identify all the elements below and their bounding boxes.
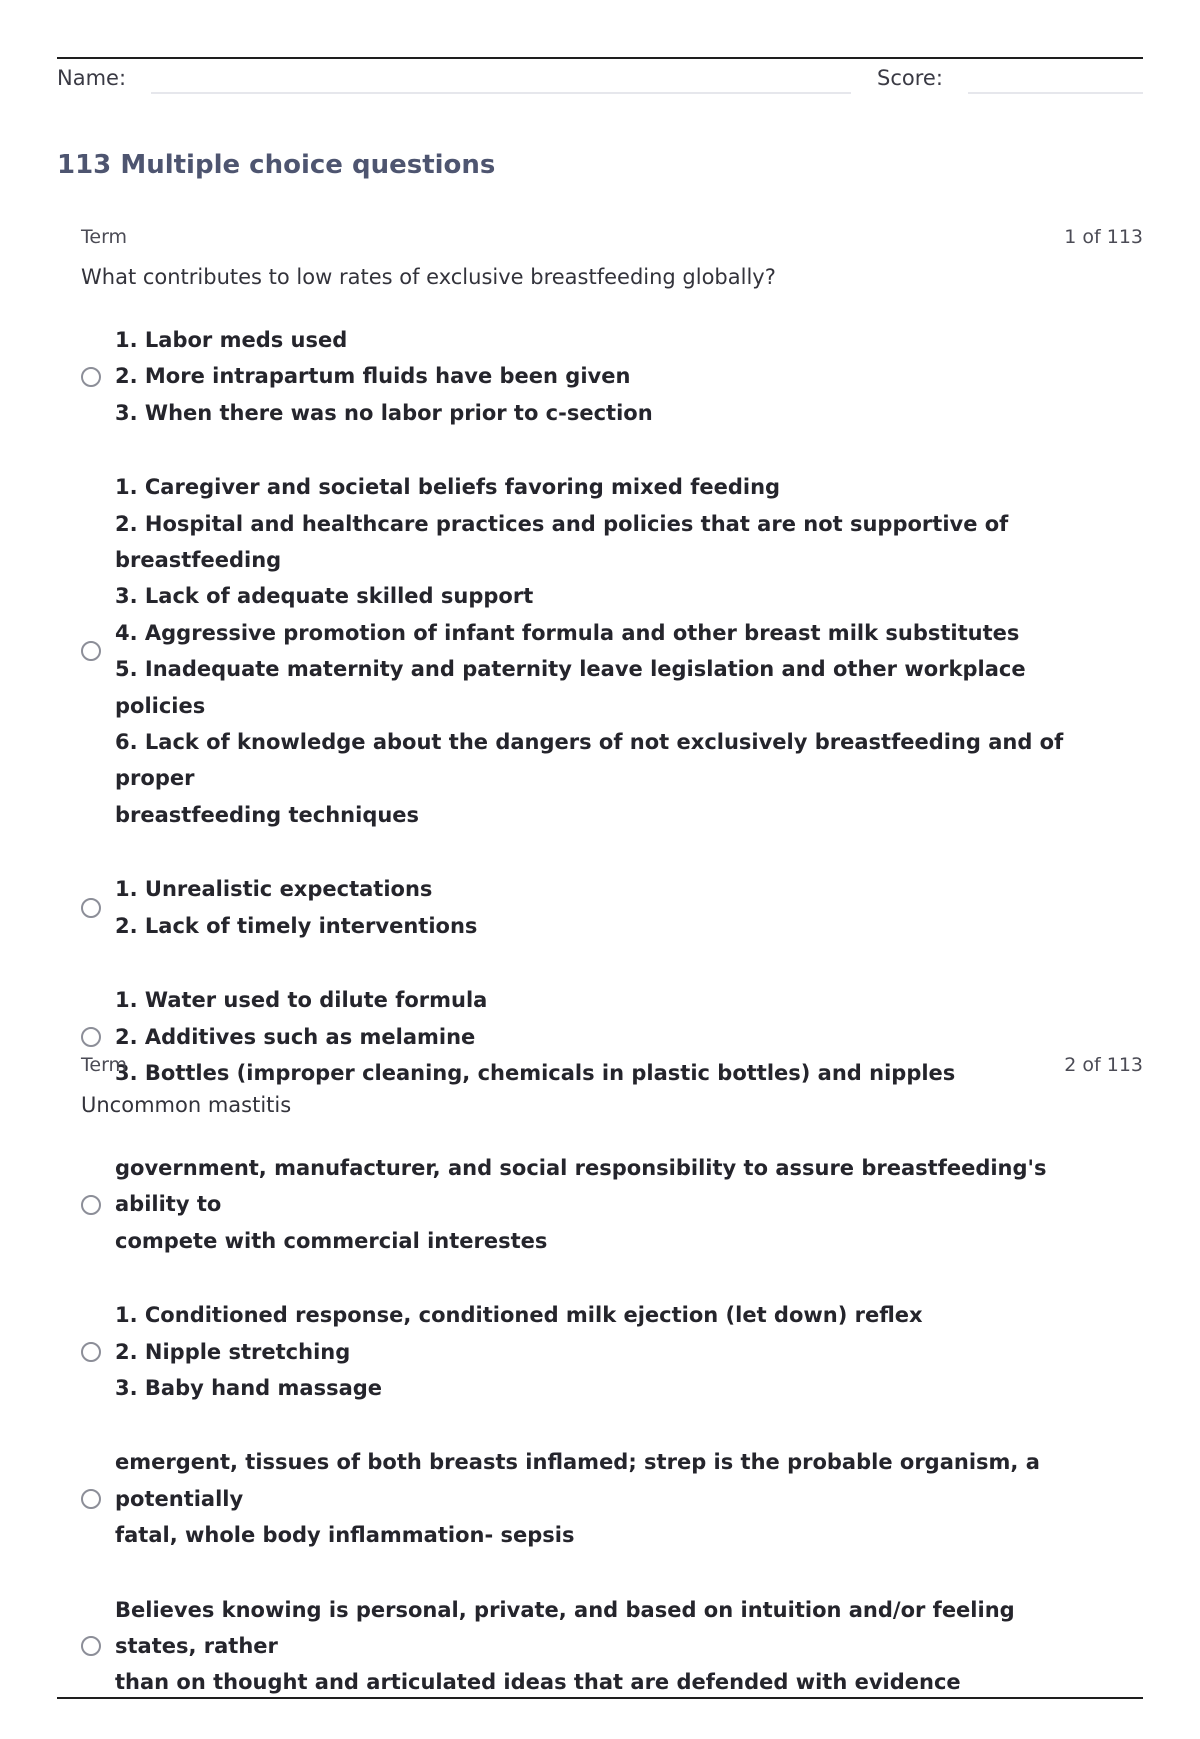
answer-line: 3. When there was no labor prior to c-section [115,400,653,425]
answer-option-1[interactable] [57,322,1143,431]
answer-line: 1. Water used to dilute formula [115,988,488,1013]
answer-line: fatal, whole body inflammation- sepsis [115,1523,575,1548]
radio-button-icon[interactable] [81,1489,101,1509]
answer-line: 2. Lack of timely interventions [115,913,478,938]
radio-button-icon[interactable] [81,1636,101,1656]
answer-text [115,1297,1143,1406]
student-header [57,62,1143,98]
answer-line: Believes knowing is personal, private, and based on intuition and/or feeling states, rather [115,1597,1015,1659]
answer-text [115,1444,1143,1553]
radio-button-icon[interactable] [81,898,101,918]
bottom-rule [57,1697,1143,1699]
answer-line: 1. Unrealistic expectations [115,877,433,902]
question-1 [57,224,1143,1129]
radio-button-icon[interactable] [81,1342,101,1362]
question-counter: 2 of 113 [1064,1054,1143,1076]
top-rule [57,57,1143,59]
radio-button-icon[interactable] [81,1027,101,1047]
radio-button-icon[interactable] [81,367,101,387]
radio-button-icon[interactable] [81,1195,101,1215]
answer-line: 2. Hospital and healthcare practices and policies that are not supportive of [115,511,1009,536]
answer-options [57,1150,1143,1701]
answer-option-2[interactable] [57,469,1143,833]
question-prompt: Uncommon mastitis [81,1093,292,1117]
answer-text [115,871,1143,944]
score-field[interactable] [968,92,1143,94]
answer-option-3[interactable] [57,871,1143,944]
question-header [57,224,1143,252]
answer-line: 3. Baby hand massage [115,1376,383,1401]
answer-line: 1. Labor meds used [115,328,348,352]
answer-line: 4. Aggressive promotion of infant formula and other breast milk substitutes [115,620,1020,645]
answer-line: 2. Nipple stretching [115,1339,351,1364]
answer-line: 1. Caregiver and societal beliefs favoring mixed feeding [115,475,781,500]
radio-button-icon[interactable] [81,641,101,661]
term-label: Term [81,226,128,248]
term-label: Term [81,1054,128,1076]
name-label: Name: [57,66,127,90]
answer-text [115,1150,1143,1259]
answer-text [115,1592,1143,1701]
answer-option-1[interactable] [57,1150,1143,1259]
answer-options [57,322,1143,1091]
answer-option-4[interactable] [57,1592,1143,1701]
answer-line: 2. Additives such as melamine [115,1024,476,1049]
answer-line: 2. More intrapartum fluids have been given [115,364,631,389]
answer-line: compete with commercial interestes [115,1228,548,1253]
question-prompt: What contributes to low rates of exclusive breastfeeding globally? [81,265,776,289]
name-field[interactable] [151,92,851,94]
answer-line: emergent, tissues of both breasts inflamed; strep is the probable organism, a potentially [115,1450,1040,1511]
answer-line: 1. Conditioned response, conditioned milk ejection (let down) reflex [115,1303,923,1328]
question-2 [57,1052,1143,1739]
question-header [57,1052,1143,1080]
score-label: Score: [877,66,943,90]
answer-line: breastfeeding [115,548,282,573]
answer-text [115,322,1143,431]
answer-line: breastfeeding techniques [115,802,420,827]
answer-line: than on thought and articulated ideas that are defended with evidence [115,1670,961,1695]
answer-option-2[interactable] [57,1297,1143,1406]
question-counter: 1 of 113 [1064,226,1143,248]
answer-text [115,469,1143,833]
answer-line: 5. Inadequate maternity and paternity leave legislation and other workplace policies [115,657,1026,718]
answer-line: government, manufacturer, and social responsibility to assure breastfeeding's ability to [115,1156,1047,1217]
answer-line: 3. Bottles (improper cleaning, chemicals in plastic bottles) and nipples [115,1060,956,1085]
answer-line: 6. Lack of knowledge about the dangers of not exclusively breastfeeding and of proper [115,730,1064,791]
section-title: 113 Multiple choice questions [57,150,496,180]
answer-line: 3. Lack of adequate skilled support [115,584,534,609]
answer-option-3[interactable] [57,1444,1143,1553]
